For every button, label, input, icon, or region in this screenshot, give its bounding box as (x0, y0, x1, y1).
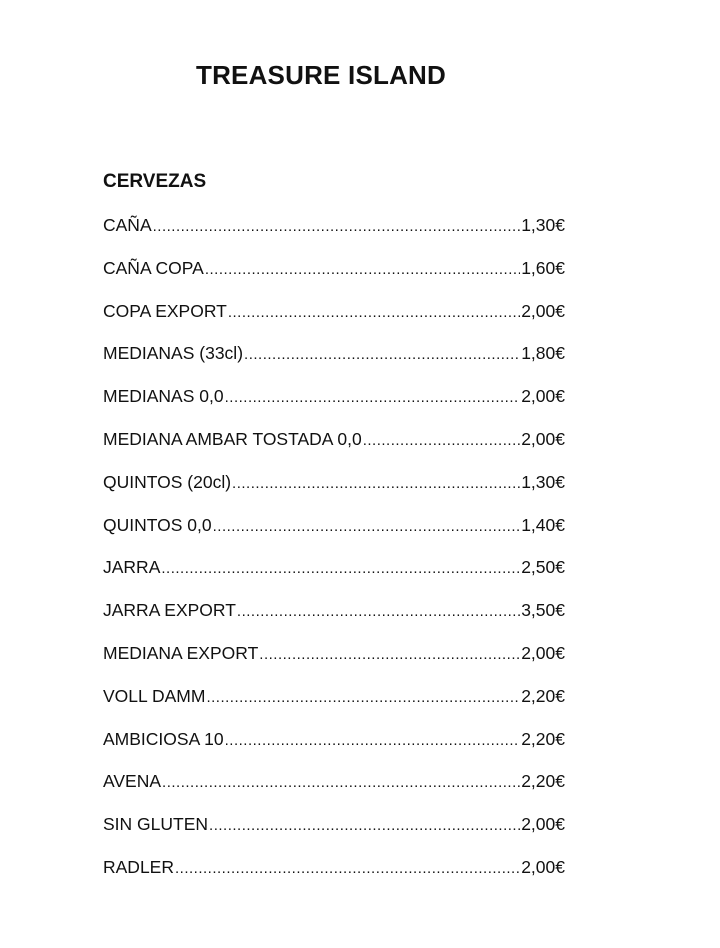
dot-leader (259, 646, 520, 663)
item-price: 1,80€ (521, 343, 565, 364)
dot-leader (363, 432, 521, 449)
menu-item (103, 686, 565, 729)
menu-item (103, 301, 565, 344)
menu-item (103, 515, 565, 558)
dot-leader (237, 603, 520, 620)
item-price: 2,50€ (521, 557, 565, 578)
item-price: 2,00€ (521, 814, 565, 835)
menu-item (103, 814, 565, 857)
menu-item (103, 729, 565, 772)
item-price: 2,00€ (521, 386, 565, 407)
dot-leader (213, 518, 521, 535)
menu-item (103, 258, 565, 301)
item-name: VOLL DAMM (103, 685, 206, 706)
dot-leader (161, 560, 520, 577)
item-price: 1,30€ (521, 215, 565, 235)
item-name: QUINTOS (20cl) (103, 471, 232, 492)
section-heading-cervezas: CERVEZAS (103, 171, 207, 192)
dot-leader (162, 774, 520, 791)
menu-item (103, 343, 565, 386)
item-price: 2,20€ (521, 728, 565, 749)
menu-item (103, 771, 565, 814)
item-name: COPA EXPORT (103, 300, 227, 321)
menu-item (103, 643, 565, 686)
item-price: 2,00€ (521, 300, 565, 321)
dot-leader (244, 346, 520, 363)
item-name: AMBICIOSA 10 (103, 728, 224, 749)
item-name: MEDIANAS (33cl) (103, 343, 244, 364)
menu-item (103, 600, 565, 643)
menu-item (103, 386, 565, 429)
dot-leader (225, 389, 521, 406)
item-price: 2,20€ (521, 685, 565, 706)
menu-title: TREASURE ISLAND (195, 60, 446, 90)
dot-leader (206, 689, 520, 706)
menu-item (103, 857, 565, 900)
item-name: MEDIANA EXPORT (103, 642, 259, 663)
item-name: JARRA (103, 557, 161, 578)
dot-leader (232, 475, 520, 492)
dot-leader (209, 817, 520, 834)
item-name: QUINTOS 0,0 (103, 514, 212, 535)
item-name: JARRA EXPORT (103, 600, 236, 621)
dot-leader (228, 304, 520, 321)
item-price: 1,30€ (521, 471, 565, 492)
item-name: SIN GLUTEN (103, 814, 209, 835)
item-price: 2,00€ (521, 642, 565, 663)
item-price: 2,20€ (521, 771, 565, 792)
item-price: 2,00€ (521, 428, 565, 449)
item-price: 2,00€ (521, 856, 565, 877)
menu-item (103, 215, 565, 258)
item-price: 3,50€ (521, 600, 565, 621)
item-price: 1,40€ (521, 514, 565, 535)
dot-leader (205, 261, 520, 278)
item-name: MEDIANAS 0,0 (103, 386, 224, 407)
menu-item (103, 557, 565, 600)
dot-leader (225, 732, 521, 749)
menu-item (103, 472, 565, 515)
item-name: AVENA (103, 771, 162, 792)
item-name: CAÑA (103, 215, 152, 235)
item-name: CAÑA COPA (103, 257, 204, 278)
item-name: MEDIANA AMBAR TOSTADA 0,0 (103, 428, 362, 449)
item-name: RADLER (103, 856, 174, 877)
dot-leader (175, 860, 520, 877)
menu-item-list (103, 215, 565, 900)
item-price: 1,60€ (521, 257, 565, 278)
menu-item (103, 429, 565, 472)
dot-leader (153, 218, 521, 235)
